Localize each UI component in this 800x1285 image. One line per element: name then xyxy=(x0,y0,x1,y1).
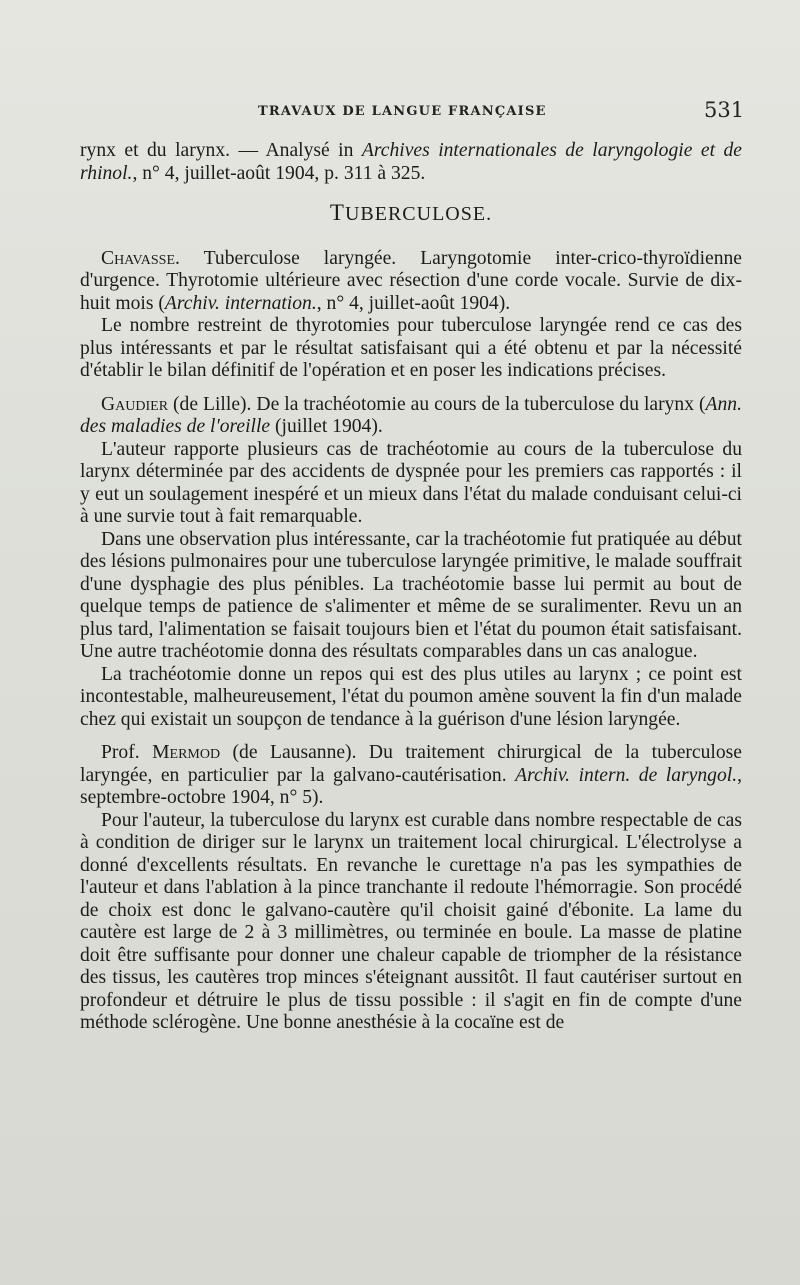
page-header xyxy=(0,96,800,132)
chavasse-summary: Le nombre restreint de thyrotomies pour tuberculose laryngée rend ce cas des plus intéressants et par le résultat satisfaisant qui a été obtenu et par la nécessité d'établir le bilan définitif de l'opération et en poser les indications précises. xyxy=(80,315,742,381)
intro-paragraph: rynx et du larynx. — Analysé in Archives internationales de laryngologie et de rhinol., n° 4, juillet-août 1904, p. 311 à 325. xyxy=(80,140,742,184)
gaudier-citation: Gaudier (de Lille). De la trachéotomie au cours de la tuberculose du larynx (Ann. des maladies de l'oreille (juillet 1904). xyxy=(80,393,742,437)
journal-title: Ann. des maladies de l'oreille xyxy=(80,393,742,437)
journal-title: Archives internationales de laryngologie et de rhinol. xyxy=(80,140,742,184)
journal-title: Archiv. internation. xyxy=(164,292,317,314)
author-name: Mermod xyxy=(152,742,221,763)
gaudier-summary-3: La trachéotomie donne un repos qui est des plus utiles au larynx ; ce point est incontestable, malheureusement, l'état du poumon amène souvent la fin d'un malade chez qui existait un soupçon de tendance à la guérison d'une lésion laryngée. xyxy=(80,663,742,730)
gaudier-summary-1: L'auteur rapporte plusieurs cas de trachéotomie au cours de la tuberculose du larynx déterminée par des accidents de dyspnée pour les premiers cas rapportés : il y eut un soulagement inespéré et un mieux dans l'état du malade conduisant celui-ci à une survie tout à fait remarquable. xyxy=(80,438,742,527)
journal-title: Archiv. intern. de laryngol. xyxy=(515,764,738,786)
chavasse-citation: Chavasse. Tuberculose laryngée. Laryngotomie inter-crico-thyroïdienne d'urgence. Thyrotomie ultérieure avec résection d'une corde vocale. Survie de dix-huit mois (Archiv. internation., n° 4, juillet-août 1904). xyxy=(80,247,742,314)
gaudier-summary-2: Dans une observation plus intéressante, car la trachéotomie fut pratiquée au début des lésions pulmonaires pour une tuberculose laryngée primitive, le malade souffrait d'une dysphagie des plus pénibles. La trachéotomie basse lui permit au bout de quelque temps de patience de s'alimenter et même de se suralimenter. Revu un an plus tard, l'alimentation se faisait toujours bien et l'état du poumon était satisfaisant. Une autre trachéotomie donna des résultats comparables dans un cas analogue. xyxy=(80,528,742,662)
author-name: Chavasse xyxy=(101,247,176,269)
page-body xyxy=(80,140,742,1035)
mermod-citation: Prof. Mermod (de Lausanne). Du traitement chirurgical de la tuberculose laryngée, en particulier par la galvano-cautérisation. Archiv. intern. de laryngol., septembre-octobre 1904, n° 5). xyxy=(80,742,742,808)
page-number: 531 xyxy=(704,98,745,122)
running-title: TRAVAUX DE LANGUE FRANÇAISE xyxy=(258,104,547,119)
author-name: Gaudier xyxy=(101,393,169,415)
mermod-summary: Pour l'auteur, la tuberculose du larynx est curable dans nombre respectable de cas à condition de diriger sur le larynx un traitement local chirurgical. L'électrolyse a donné d'excellents résultats. En revanche le curettage n'a pas les sympathies de l'auteur et dans l'ablation à la pince tranchante il redoute l'hémorragie. Son procédé de choix est donc le galvano-cautère qu'il choisit gainé d'ébonite. La lame du cautère est large de 2 à 3 millimètres, ou terminée en boule. La masse de platine doit être suffisante pour donner une chaleur capable de triompher de la résistance des tissus, les cautères trop minces s'éteignant aussitôt. Il faut cautériser surtout en profondeur et détruire le plus de tissu possible : il s'agit en fin de compte d'une méthode sclérogène. Une bonne anesthésie à la cocaïne est de xyxy=(80,809,742,1033)
section-title: TUBERCULOSE. xyxy=(329,200,493,225)
